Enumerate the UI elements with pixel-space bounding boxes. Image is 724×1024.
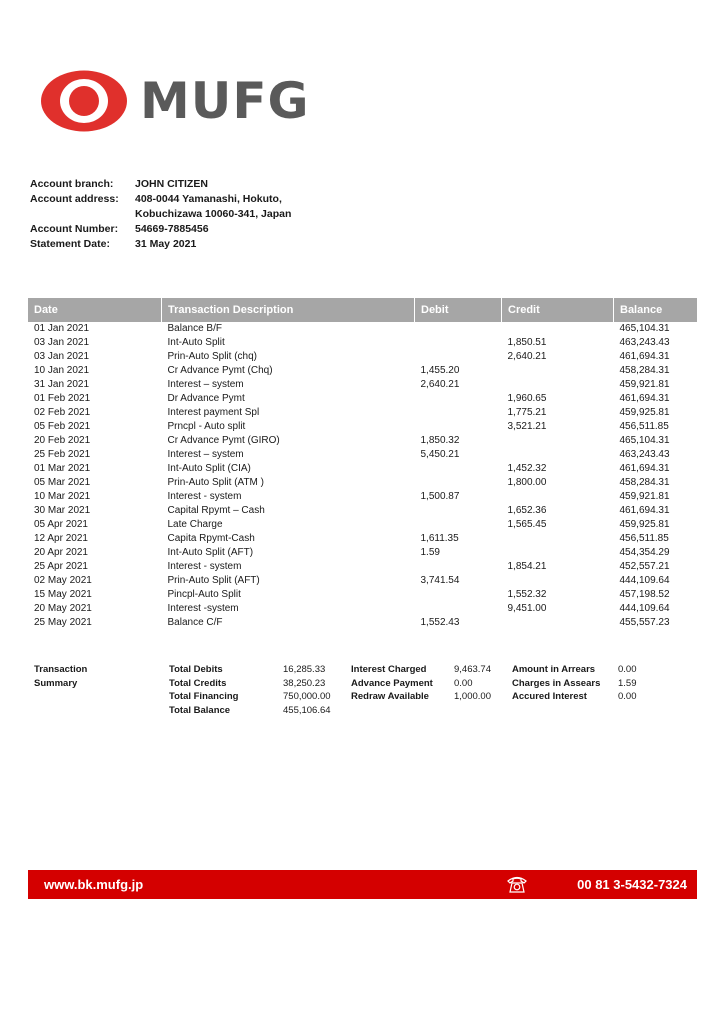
account-branch-row <box>30 177 291 192</box>
cell-date: 12 Apr 2021 <box>34 533 88 544</box>
cell-balance: 454,354.29 <box>619 547 670 558</box>
cell-date: 25 Apr 2021 <box>34 561 88 572</box>
summary-label: Total Financing <box>169 691 239 702</box>
cell-credit: 1,552.32 <box>507 589 547 600</box>
cell-credit <box>502 490 614 504</box>
summary-item <box>512 677 637 691</box>
cell-debit: 1,455.20 <box>420 365 460 376</box>
table-row <box>28 490 697 504</box>
cell-credit: 1,854.21 <box>507 561 547 572</box>
cell-debit <box>415 350 502 364</box>
cell-balance: 461,694.31 <box>619 351 670 362</box>
summary-label: Redraw Available <box>351 691 429 702</box>
table-row <box>28 616 697 630</box>
table-row <box>28 378 697 392</box>
summary-item <box>512 663 637 677</box>
summary-value: 0.00 <box>618 664 637 675</box>
summary-value: 9,463.74 <box>454 664 491 675</box>
cell-date: 02 May 2021 <box>34 575 92 586</box>
table-row <box>28 518 697 532</box>
summary-column-totals <box>169 663 331 717</box>
cell-debit <box>415 462 502 476</box>
cell-date: 10 Mar 2021 <box>34 491 91 502</box>
cell-balance: 461,694.31 <box>619 393 670 404</box>
summary-column-interest <box>351 663 491 704</box>
cell-description: Prin-Auto Split (chq) <box>167 351 257 362</box>
cell-description: Capital Rpymt – Cash <box>167 505 265 516</box>
cell-balance: 461,694.31 <box>619 505 670 516</box>
cell-debit: 1.59 <box>420 547 440 558</box>
summary-value: 38,250.23 <box>283 677 326 689</box>
cell-credit: 3,521.21 <box>507 421 547 432</box>
cell-date: 30 Mar 2021 <box>34 505 91 516</box>
cell-description: Int-Auto Split (AFT) <box>167 547 254 558</box>
summary-label: Interest Charged <box>351 664 427 675</box>
cell-credit <box>502 546 614 560</box>
summary-label: Amount in Arrears <box>512 664 596 675</box>
cell-description: Prin-Auto Split (ATM ) <box>167 477 264 488</box>
cell-credit: 1,960.65 <box>507 393 547 404</box>
cell-description: Interest -system <box>167 603 239 614</box>
table-row <box>28 560 697 574</box>
cell-date: 05 Apr 2021 <box>34 519 88 530</box>
cell-balance: 458,284.31 <box>619 477 670 488</box>
cell-debit: 1,850.32 <box>420 435 460 446</box>
table-row <box>28 392 697 406</box>
table-row <box>28 406 697 420</box>
cell-credit <box>502 448 614 462</box>
transactions-body <box>28 322 697 630</box>
cell-credit <box>502 378 614 392</box>
cell-date: 05 Mar 2021 <box>34 477 91 488</box>
table-row <box>28 588 697 602</box>
cell-balance: 456,511.85 <box>619 421 669 432</box>
website-link[interactable]: www.bk.mufg.jp <box>44 877 144 892</box>
cell-date: 01 Mar 2021 <box>34 463 91 474</box>
cell-date: 15 May 2021 <box>34 589 92 600</box>
cell-debit: 5,450.21 <box>420 449 460 460</box>
telephone-icon <box>506 875 528 897</box>
cell-debit <box>415 518 502 532</box>
summary-value: 1.59 <box>618 677 637 689</box>
cell-credit <box>502 364 614 378</box>
cell-date: 25 May 2021 <box>34 617 92 628</box>
summary-item <box>351 690 491 704</box>
account-branch-value: JOHN CITIZEN <box>135 178 208 190</box>
cell-description: Interest – system <box>167 379 244 390</box>
header-balance: Balance <box>614 298 698 322</box>
cell-debit <box>415 420 502 434</box>
cell-credit: 2,640.21 <box>507 351 547 362</box>
transactions-table <box>28 298 697 630</box>
cell-balance: 463,243.43 <box>619 449 670 460</box>
cell-date: 10 Jan 2021 <box>34 365 90 376</box>
cell-balance: 444,109.64 <box>619 575 670 586</box>
cell-date: 03 Jan 2021 <box>34 351 90 362</box>
cell-description: Interest - system <box>167 561 242 572</box>
table-row <box>28 462 697 476</box>
statement-date-label: Statement Date: <box>30 238 110 250</box>
summary-label: Total Credits <box>169 677 227 689</box>
summary-value: 1,000.00 <box>454 691 491 702</box>
account-number-value: 54669-7885456 <box>135 223 209 235</box>
table-row <box>28 574 697 588</box>
cell-credit: 1,565.45 <box>507 519 547 530</box>
mufg-logo <box>40 70 310 132</box>
cell-debit <box>415 322 502 336</box>
summary-item <box>512 690 637 704</box>
footer-bar <box>28 870 697 899</box>
cell-balance: 457,198.52 <box>619 589 670 600</box>
cell-credit <box>502 532 614 546</box>
table-row <box>28 546 697 560</box>
cell-credit <box>502 574 614 588</box>
cell-debit: 1,552.43 <box>420 617 460 628</box>
summary-value: 0.00 <box>454 677 473 689</box>
cell-description: Balance B/F <box>167 323 222 334</box>
cell-date: 02 Feb 2021 <box>34 407 91 418</box>
cell-credit: 1,850.51 <box>507 337 547 348</box>
summary-value: 16,285.33 <box>283 664 326 675</box>
summary-title <box>34 663 104 690</box>
cell-date: 20 Apr 2021 <box>34 547 88 558</box>
cell-debit <box>415 392 502 406</box>
cell-description: Interest – system <box>167 449 244 460</box>
cell-description: Dr Advance Pymt <box>167 393 245 404</box>
statement-date-row <box>30 237 291 252</box>
summary-item <box>351 663 491 677</box>
cell-description: Int-Auto Split (CIA) <box>167 463 251 474</box>
summary-label: Advance Payment <box>351 677 433 689</box>
header-date: Date <box>28 298 162 322</box>
phone-number[interactable]: 00 81 3-5432-7324 <box>577 877 687 892</box>
summary-item <box>169 690 331 704</box>
cell-balance: 444,109.64 <box>619 603 670 614</box>
summary-title-line2: Summary <box>34 677 78 689</box>
summary-value: 0.00 <box>618 691 637 702</box>
cell-balance: 459,921.81 <box>619 491 670 502</box>
summary-value: 455,106.64 <box>283 704 331 716</box>
cell-date: 20 Feb 2021 <box>34 435 91 446</box>
cell-description: Balance C/F <box>167 617 223 628</box>
cell-description: Late Charge <box>167 519 223 530</box>
cell-credit: 1,452.32 <box>507 463 547 474</box>
table-header-row <box>28 298 697 322</box>
table-row <box>28 434 697 448</box>
cell-credit <box>502 616 614 630</box>
account-address-row <box>30 192 291 222</box>
brand-name: MUFG <box>140 72 310 130</box>
table-row <box>28 364 697 378</box>
cell-debit <box>415 560 502 574</box>
cell-balance: 458,284.31 <box>619 365 670 376</box>
account-branch-label: Account branch: <box>30 178 114 190</box>
cell-description: Cr Advance Pymt (GIRO) <box>167 435 280 446</box>
summary-column-arrears <box>512 663 637 704</box>
cell-credit: 1,775.21 <box>507 407 547 418</box>
summary-label: Charges in Assears <box>512 677 601 689</box>
summary-label: Accured Interest <box>512 691 587 702</box>
cell-balance: 459,925.81 <box>619 407 670 418</box>
cell-debit <box>415 602 502 616</box>
table-row <box>28 448 697 462</box>
mufg-ring-logo-icon <box>40 70 128 132</box>
cell-credit: 1,652.36 <box>507 505 547 516</box>
summary-item <box>169 677 331 691</box>
account-number-row <box>30 222 291 237</box>
cell-description: Interest - system <box>167 491 242 502</box>
summary-title-line1: Transaction <box>34 664 88 675</box>
account-details <box>30 177 291 252</box>
cell-balance: 463,243.43 <box>619 337 670 348</box>
cell-date: 05 Feb 2021 <box>34 421 91 432</box>
cell-date: 01 Feb 2021 <box>34 393 91 404</box>
cell-debit <box>415 476 502 490</box>
cell-date: 20 May 2021 <box>34 603 92 614</box>
table-row <box>28 322 697 336</box>
cell-credit <box>502 434 614 448</box>
cell-debit: 2,640.21 <box>420 379 460 390</box>
cell-description: Int-Auto Split <box>167 337 225 348</box>
cell-description: Prin-Auto Split (AFT) <box>167 575 260 586</box>
header-debit: Debit <box>415 298 502 322</box>
cell-credit: 1,800.00 <box>507 477 547 488</box>
cell-balance: 456,511.85 <box>619 533 669 544</box>
cell-debit: 1,611.35 <box>420 533 459 544</box>
header-description: Transaction Description <box>162 298 415 322</box>
cell-date: 01 Jan 2021 <box>34 323 90 334</box>
cell-balance: 452,557.21 <box>619 561 670 572</box>
cell-balance: 465,104.31 <box>619 323 670 334</box>
cell-credit: 9,451.00 <box>507 603 547 614</box>
cell-credit <box>502 322 614 336</box>
cell-description: Interest payment Spl <box>167 407 260 418</box>
cell-debit: 3,741.54 <box>420 575 460 586</box>
cell-date: 31 Jan 2021 <box>34 379 90 390</box>
cell-date: 03 Jan 2021 <box>34 337 90 348</box>
cell-balance: 461,694.31 <box>619 463 670 474</box>
table-row <box>28 350 697 364</box>
cell-description: Cr Advance Pymt (Chq) <box>167 365 273 376</box>
cell-balance: 459,921.81 <box>619 379 670 390</box>
summary-item <box>169 704 331 718</box>
table-row <box>28 532 697 546</box>
cell-debit <box>415 504 502 518</box>
cell-balance: 465,104.31 <box>619 435 670 446</box>
cell-debit <box>415 406 502 420</box>
cell-balance: 459,925.81 <box>619 519 670 530</box>
cell-description: Capita Rpymt-Cash <box>167 533 255 544</box>
summary-item <box>351 677 491 691</box>
account-number-label: Account Number: <box>30 223 119 235</box>
table-row <box>28 420 697 434</box>
summary-item <box>169 663 331 677</box>
cell-debit: 1,500.87 <box>420 491 460 502</box>
account-address-label: Account address: <box>30 193 119 205</box>
account-address-value: 408-0044 Yamanashi, Hokuto, Kobuchizawa 10060-341, Japan <box>135 193 292 220</box>
cell-description: Prncpl - Auto split <box>167 421 246 432</box>
cell-balance: 455,557.23 <box>619 617 670 628</box>
summary-label: Total Balance <box>169 704 231 716</box>
cell-debit <box>415 336 502 350</box>
header-credit: Credit <box>502 298 614 322</box>
cell-description: Pincpl-Auto Split <box>167 589 241 600</box>
summary-label: Total Debits <box>169 664 223 675</box>
table-row <box>28 336 697 350</box>
table-row <box>28 476 697 490</box>
table-row <box>28 504 697 518</box>
summary-value: 750,000.00 <box>283 691 331 702</box>
table-row <box>28 602 697 616</box>
cell-date: 25 Feb 2021 <box>34 449 91 460</box>
statement-date-value: 31 May 2021 <box>135 238 197 250</box>
cell-debit <box>415 588 502 602</box>
